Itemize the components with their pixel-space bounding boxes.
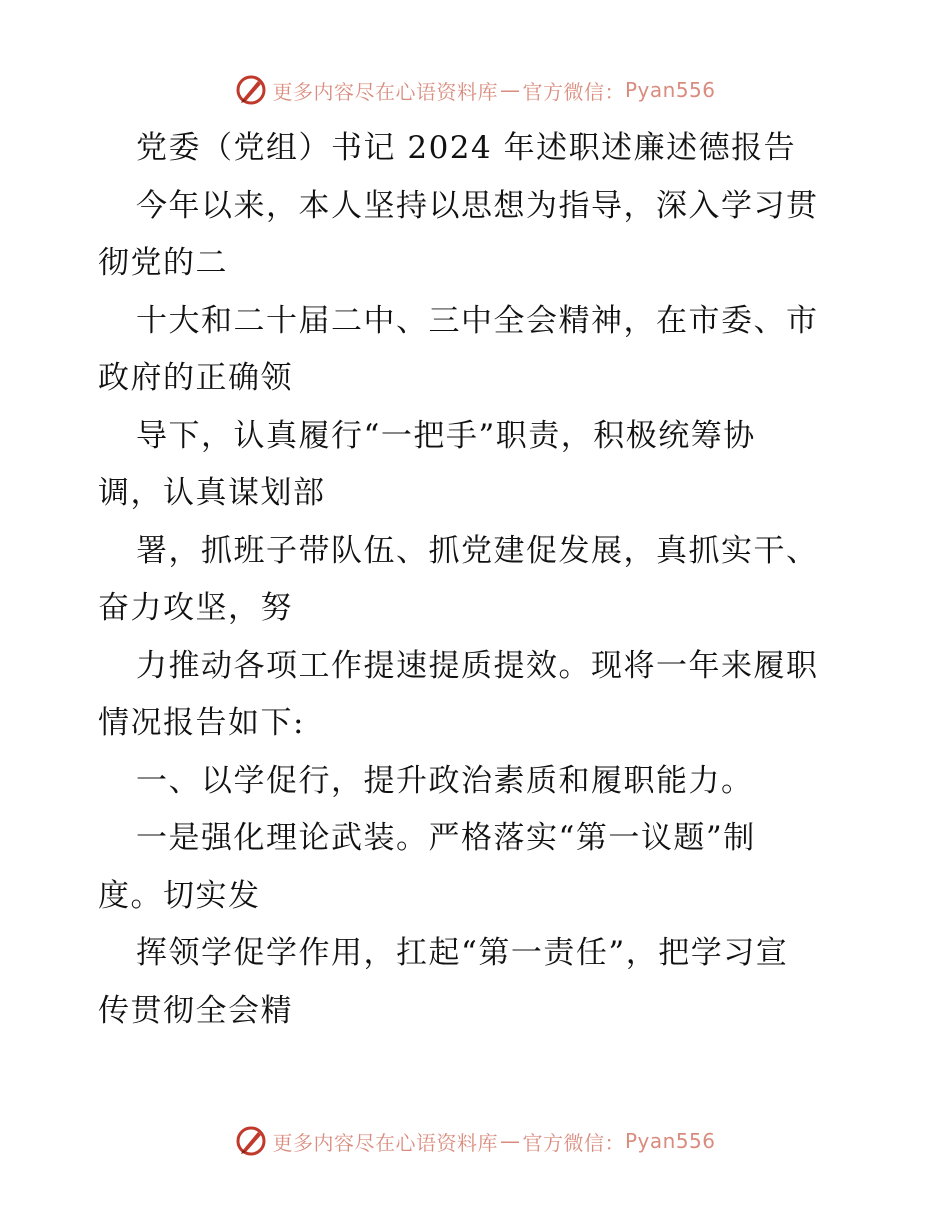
document-body xyxy=(98,120,858,1040)
pen-logo-icon xyxy=(234,73,268,107)
paragraph-line: 传贯彻全会精 xyxy=(98,992,293,1029)
watermark-text: 更多内容尽在心语资料库 xyxy=(272,79,498,104)
watermark-wechat-id: Pyan556 xyxy=(624,1129,716,1153)
watermark-text: 更多内容尽在心语资料库 xyxy=(272,1130,498,1155)
paragraph-line: 署，抓班子带队伍、抓党建促发展，真抓实干、 xyxy=(136,532,819,569)
watermark-wechat-label: 官方微信： xyxy=(522,1130,625,1155)
paragraph-line: 彻党的二 xyxy=(98,245,228,281)
watermark-wechat-id: Pyan556 xyxy=(624,78,716,102)
watermark-separator: — xyxy=(499,78,521,102)
paragraph-line: 挥领学促学作用，扛起“第一责任”，把学习宣 xyxy=(136,935,789,971)
document-title: 党委（党组）书记 2024 年述职述廉述德报告 xyxy=(136,130,797,166)
paragraph-line: 度。切实发 xyxy=(98,877,261,914)
paragraph-line: 十大和二十届二中、三中全会精神，在市委、市 xyxy=(136,302,819,339)
paragraph-line: 今年以来，本人坚持以思想为指导，深入学习贯 xyxy=(136,187,819,224)
paragraph-line: 调，认真谋划部 xyxy=(98,475,326,511)
paragraph-line: 奋力攻坚，努 xyxy=(98,590,293,626)
pen-logo-icon xyxy=(234,1124,268,1158)
paragraph-line: 情况报告如下: xyxy=(98,705,305,741)
footer-watermark xyxy=(0,1121,950,1161)
header-watermark xyxy=(0,70,950,110)
section-heading: 一、以学促行，提升政治素质和履职能力。 xyxy=(136,762,754,799)
paragraph-line: 一是强化理论武装。严格落实“第一议题”制 xyxy=(136,820,756,856)
paragraph-line: 政府的正确领 xyxy=(98,360,293,396)
paragraph-line: 力推动各项工作提速提质提效。现将一年来履职 xyxy=(136,647,819,684)
watermark-separator: — xyxy=(499,1129,521,1153)
watermark-wechat-label: 官方微信： xyxy=(522,79,625,104)
paragraph-line: 导下，认真履行“一把手”职责，积极统筹协 xyxy=(136,417,756,454)
